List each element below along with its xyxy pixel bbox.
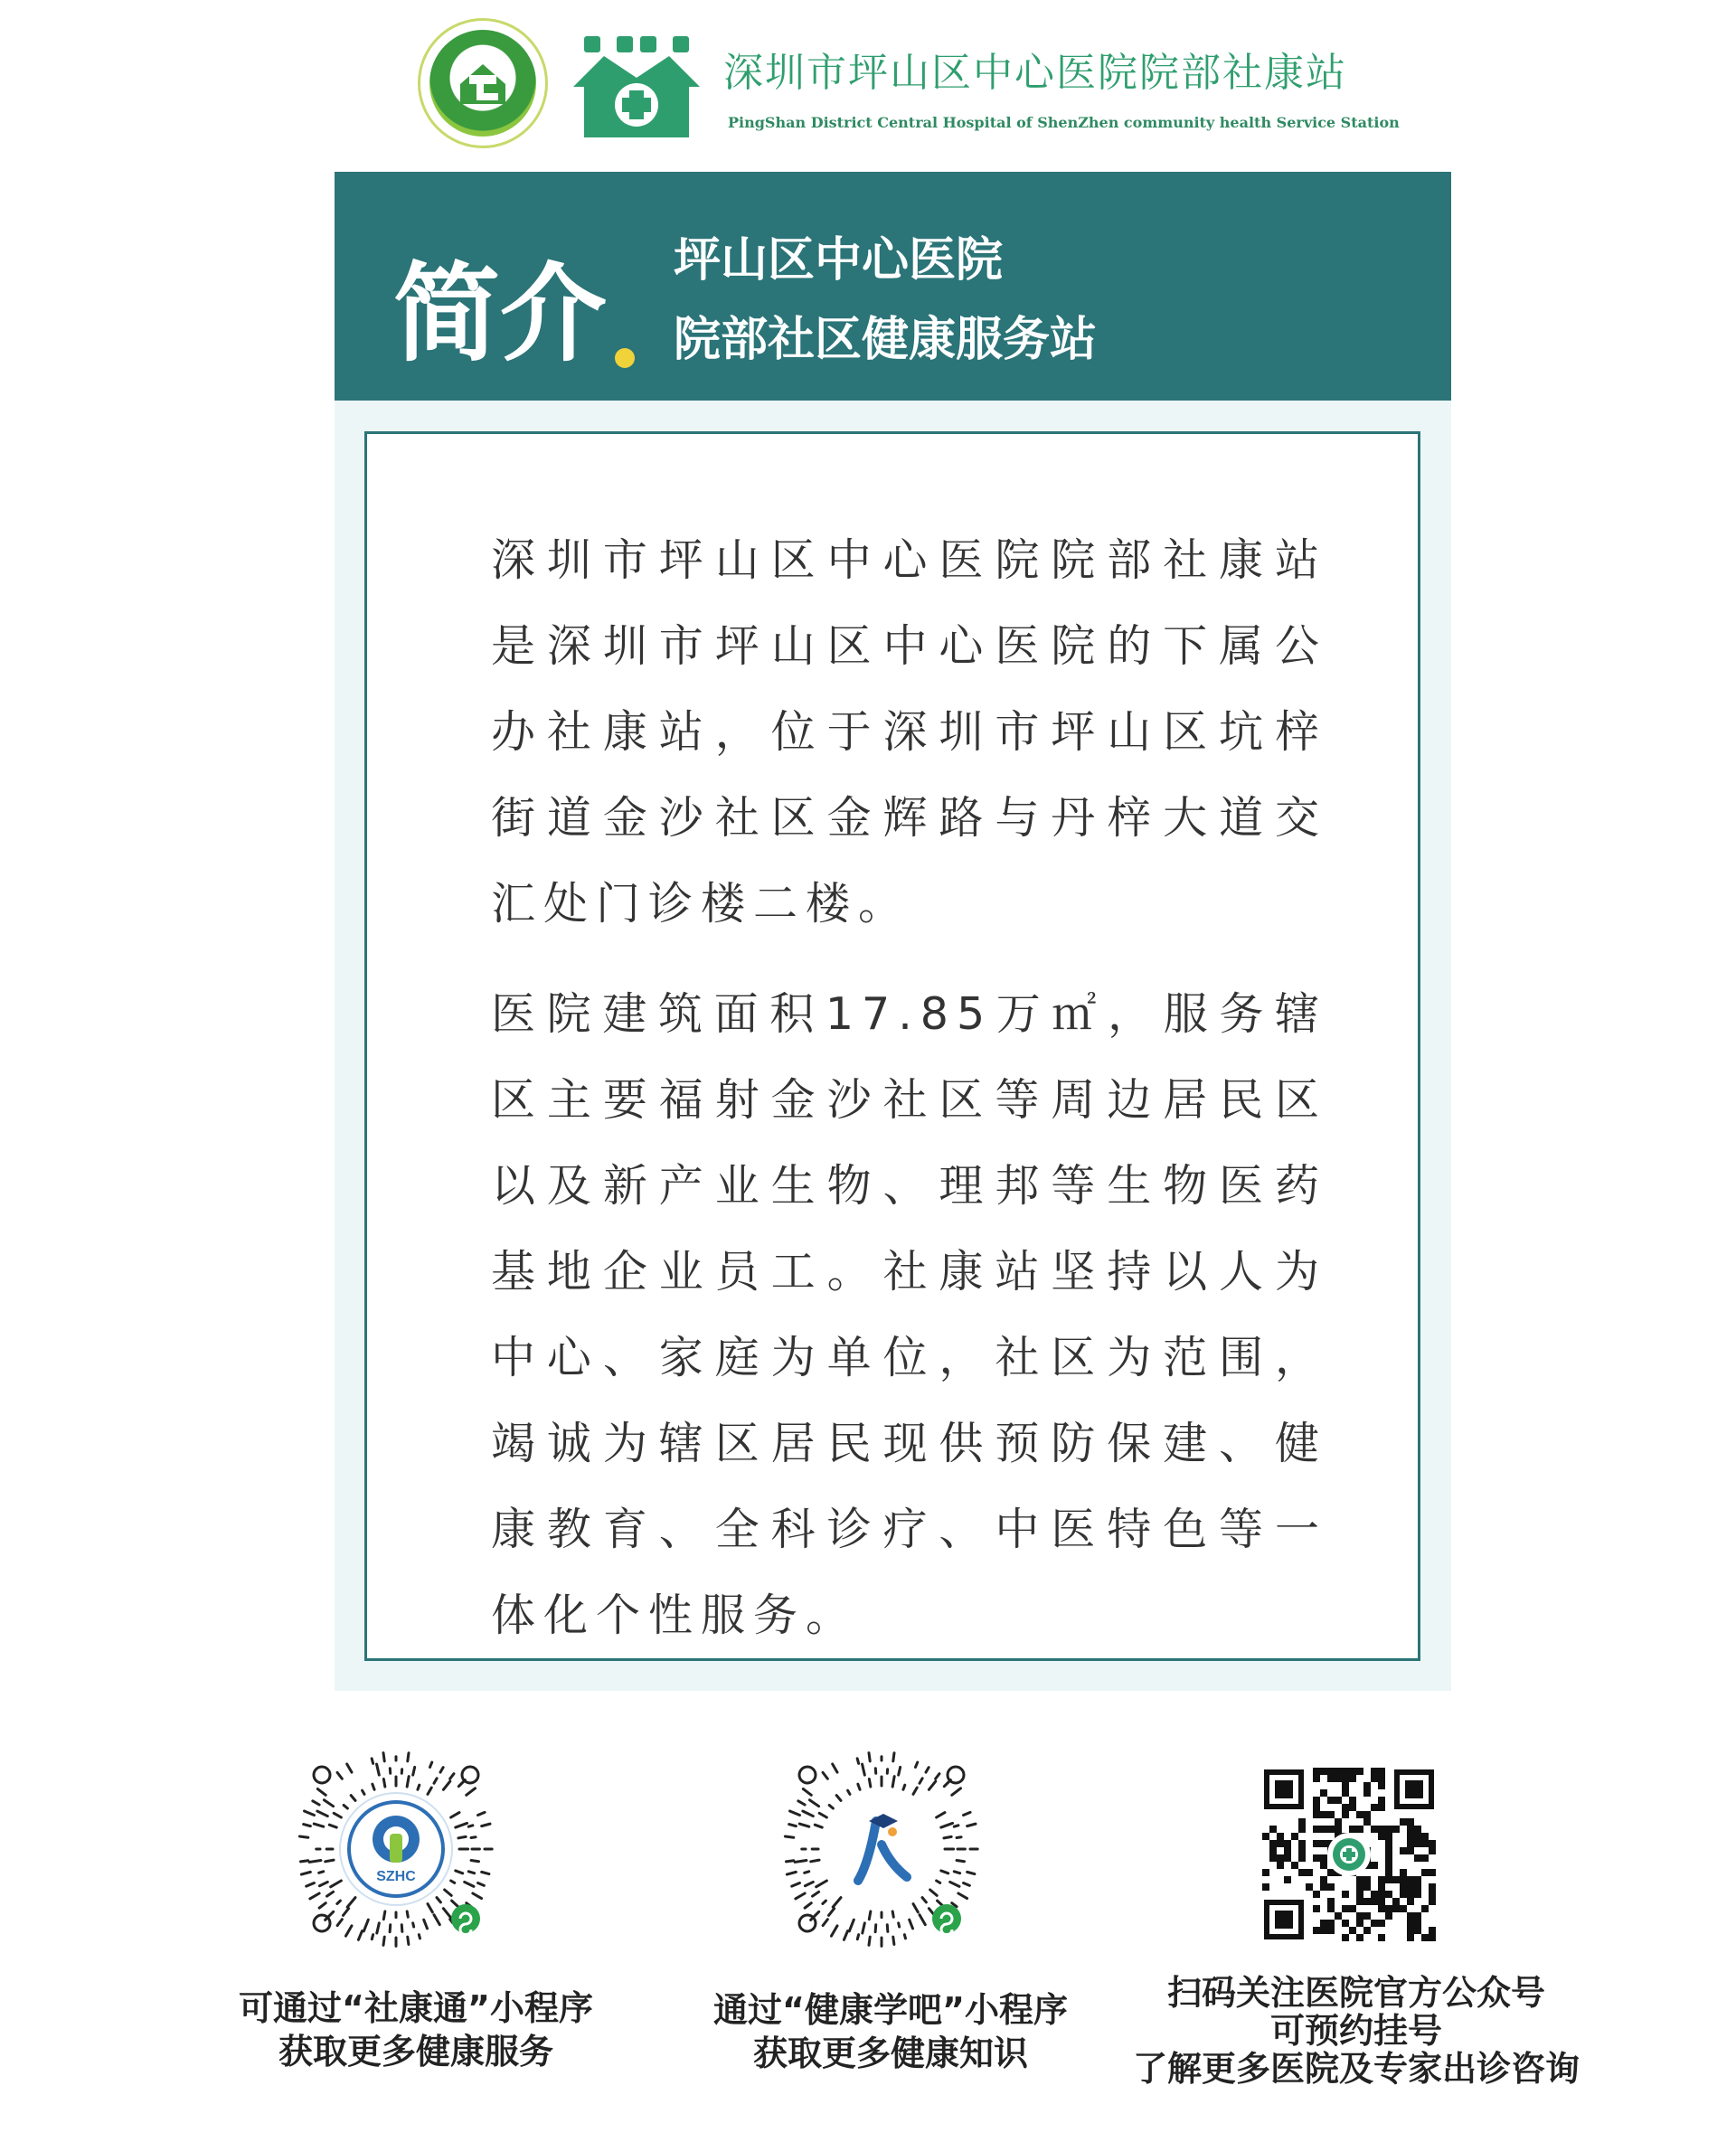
qr1-caption-line2: 获取更多健康服务 [278,2032,553,2071]
badge-emblem [429,30,536,137]
qr3-caption [1108,1974,1605,2088]
official-account-qr-code[interactable] [1262,1768,1436,1941]
szhc-logo-text: SZHC [376,1869,416,1884]
qr3-caption-line1: 扫码关注医院官方公众号 [1166,1973,1545,2013]
intro-title: 简介 [393,250,608,376]
accent-dot [615,348,635,368]
house-icon [429,30,536,137]
org-name-cn: 深圳市坪山区中心医院院部社康站 [723,50,1347,96]
qr2-caption-line2: 获取更多健康知识 [752,2033,1028,2073]
intro-subtitle-line1: 坪山区中心医院 [674,233,1004,288]
page-header [0,0,1736,167]
qr3-caption-line3: 了解更多医院及专家出诊咨询 [1132,2049,1580,2089]
hospital-logo-icon [568,33,705,141]
org-name-en: PingShan District Central Hospital of ShenZhen community health Service Station [728,114,1400,131]
intro-paragraph-1: 深圳市坪山区中心医院院部社康站是深圳市坪山区中心医院的下属公办社康站，位于深圳市坪山区坑梓街道金沙社区金辉路与丹梓大道交汇处门诊楼二楼。 [491,534,1327,929]
qr3-caption-line2: 可预约挂号 [1269,2011,1442,2051]
qr2-caption [665,1988,1117,2075]
jiankangxueba-miniprogram-code[interactable] [782,1745,981,1953]
intro-subtitle-line2: 院部社区健康服务站 [674,313,1098,367]
qr1-caption-line1: 可通过“社康通”小程序 [239,1988,593,2028]
qr2-caption-line1: 通过“健康学吧”小程序 [713,1990,1068,2030]
shekangtong-miniprogram-code[interactable] [292,1745,500,1953]
intro-paragraph-2: 医院建筑面积17.85万㎡，服务辖区主要福射金沙社区等周边居民区以及新产业生物、理邦等生物医药基地企业员工。社康站坚持以人为中心、家庭为单位，社区为范围，竭诚为辖区居民现供预防保建、健康教育、全科诊疗、中医特色等一体化个性服务。 [491,988,1327,1641]
public-health-badge-logo [418,18,548,148]
qr1-caption [190,1986,642,2073]
